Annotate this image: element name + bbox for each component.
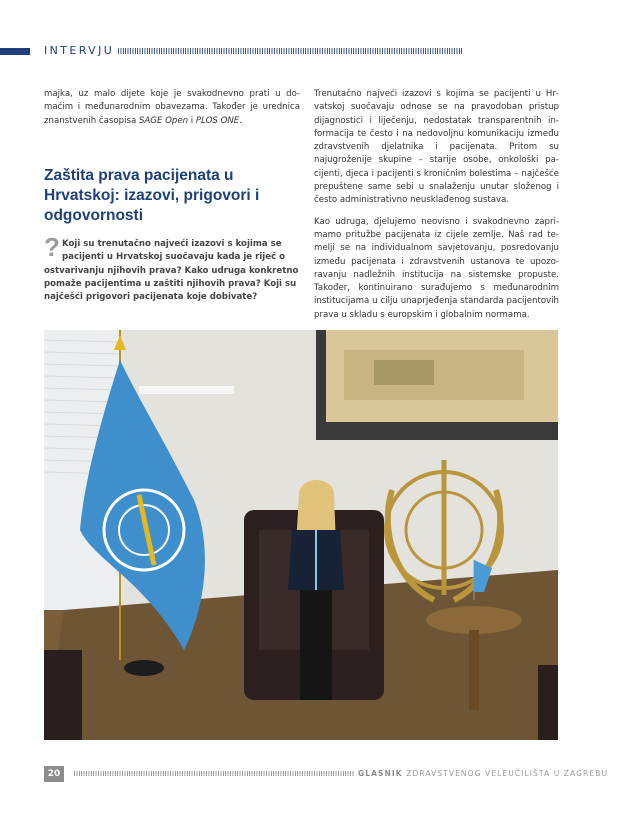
intro-text-conj: i [188, 115, 196, 126]
journal-name: SAGE Open [138, 115, 189, 126]
answer-paragraph: Trenutačno najveći izazovi s kojima se pacijenti u Hrvatskoj suočavaju odnose se na pravodoban pristup dijagnostici i liječenju, nedostatak transparentnih informacija te često i na nedovoljnu komunikaciju između zdravstvenih djelatnika i pacijenata. Pritom su najugroženije skupine – starije osobe, onkološki pacijenti, djeca i pacijenti s kroničnim bolestima – najčešće prepuštene same sebi u snalaženju unutar složenog i često administrativno neusklađenog sustava. [314, 89, 559, 206]
interview-question [44, 232, 302, 304]
page-number: 20 [44, 766, 64, 782]
intro-text-end: . [239, 115, 242, 126]
journal-name: PLOS ONE [195, 115, 240, 126]
publication-name-rest: ZDRAVSTVENOG VELEUČILIŠTA U ZAGREBU [402, 769, 609, 778]
intro-text: majka, uz malo dijete koje je svakodnevno prati u domaćim i međunarodnim obavezama. Također je urednica znanstvenih časopisa [44, 89, 300, 126]
header-decorative-lines [118, 48, 462, 54]
answer-paragraph: Kao udruga, djelujemo neovisno i svakodnevno zaprimamo pritužbe pacijenata iz cijele zemlje. Naš rad temelji se na individualnom savjetovanju, posredovanju između pacijenata i zdravstvenih ustanova te upozoravanju nadležnih institucija na sistemske propuste. Također, kontinuirano surađujemo s međunarodnim institucijama u cilju unaprjeđenja standarda pacijentovih prava u skladu s europskim i globalnim normama. [314, 216, 559, 320]
footer-decorative-lines [74, 771, 354, 776]
section-heading: Zaštita prava pacijenata u Hrvatskoj: izazovi, prigovori i odgovornosti [44, 167, 260, 224]
publication-name [358, 768, 608, 780]
question-text: Koji su trenutačno najveći izazovi s kojima se pacijenti u Hrvatskoj suočavaju kada je riječ o ostvarivanju njihovih prava? Kako udruga konkretno pomaže pacijentima u zaštiti njihovih prava? Koji su najčešći prigovori pacijenata koje dobivate? [44, 239, 299, 303]
interview-photo [44, 330, 558, 740]
intro-paragraph [44, 88, 300, 128]
section-title: INTERVJU [44, 44, 115, 57]
answer-column [314, 88, 559, 322]
question-mark-icon: ? [44, 232, 60, 262]
publication-name-bold: GLASNIK [358, 769, 403, 778]
header-accent-bar [0, 48, 30, 55]
